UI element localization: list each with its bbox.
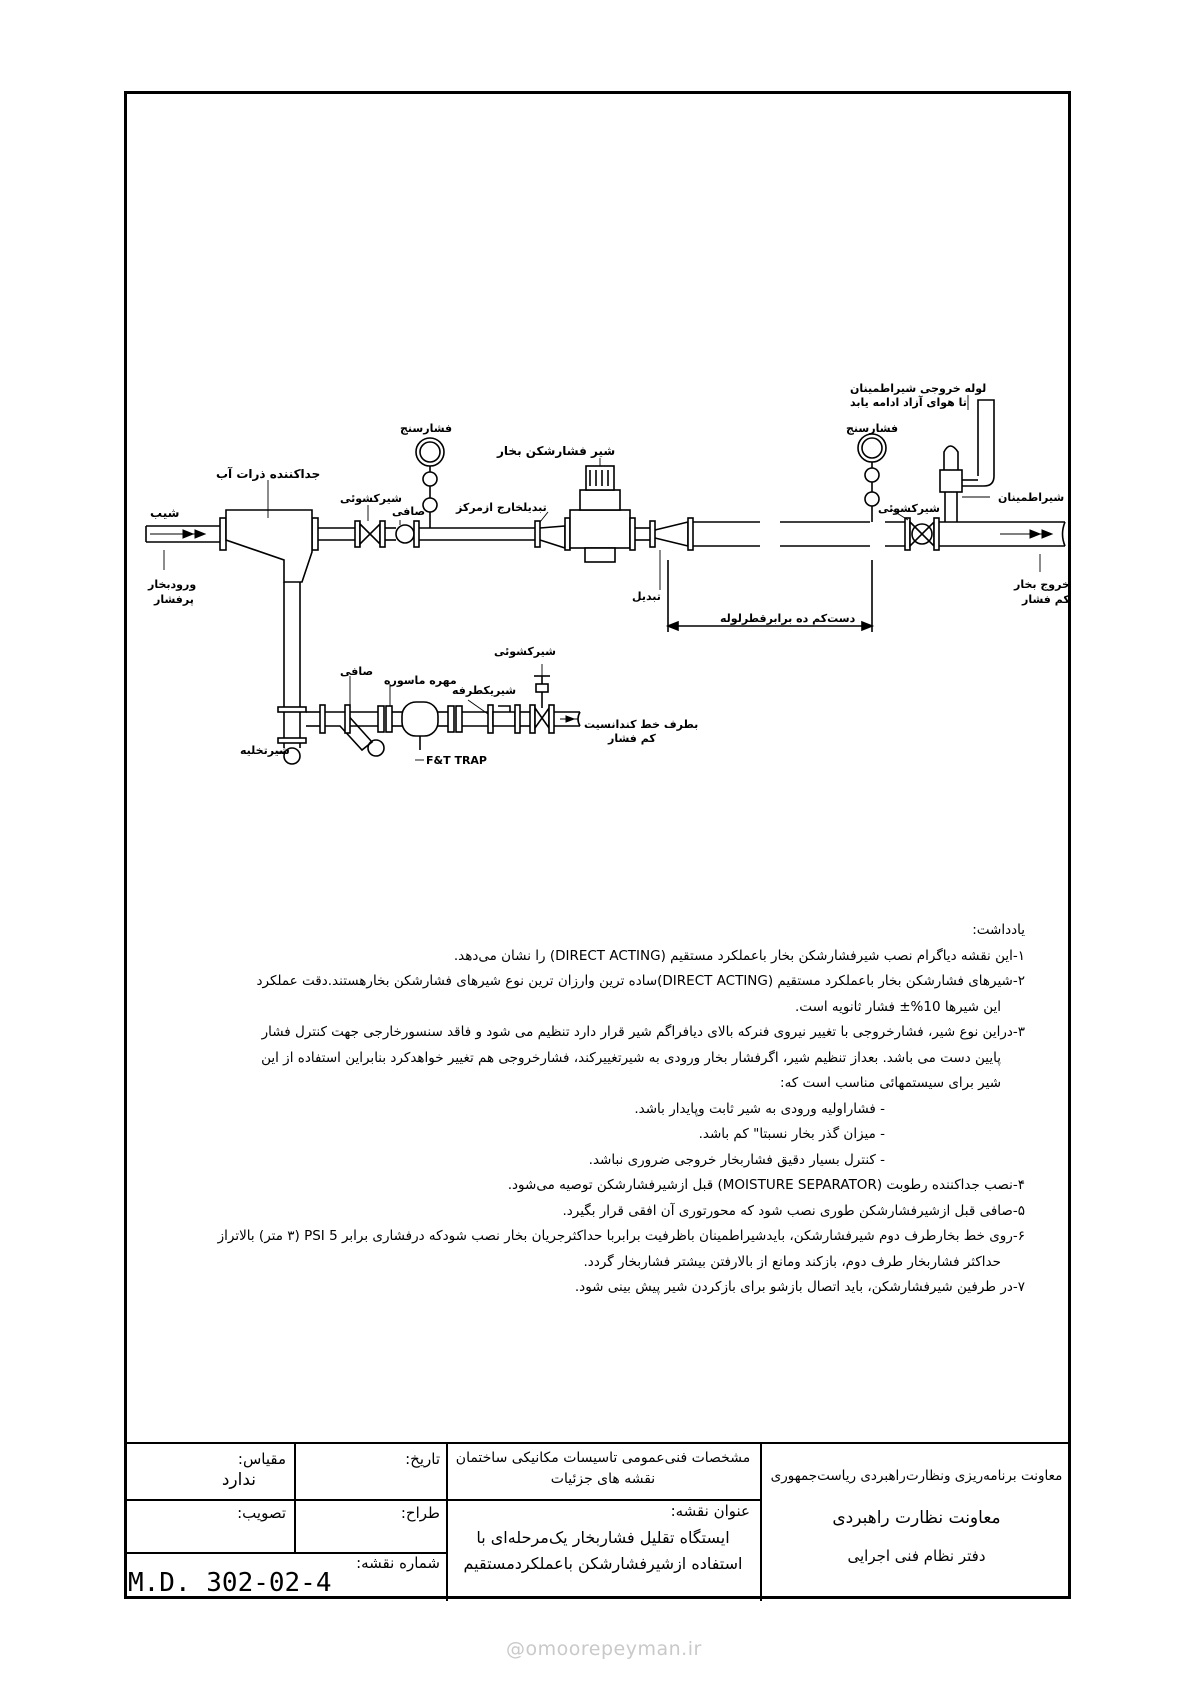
gate-valve-2-label: شیرکشوئی bbox=[878, 502, 940, 515]
outlet-label-2: کم فشار bbox=[1022, 593, 1070, 606]
gate-valve-3-label: شیرکشوئی bbox=[494, 645, 556, 658]
notes-heading: یادداشت: bbox=[972, 922, 1025, 938]
note-line: شیر برای سیستمهائی مناسب است که: bbox=[780, 1075, 1001, 1091]
notes-section bbox=[45, 918, 1025, 1301]
drawing-number: M.D. 302-02-4 bbox=[128, 1568, 332, 1598]
note-line: - کنترل بسیار دقیق فشاربخار خروجی ضروری نباشد. bbox=[588, 1151, 885, 1168]
condensate-label-1: بطرف خط کندانسیت bbox=[584, 718, 699, 731]
scale-value: ندارد bbox=[221, 1470, 256, 1490]
dimension-label: دست‌کم ده برابرقطرلوله bbox=[720, 612, 856, 625]
strainer-2-label: صافی bbox=[340, 665, 374, 678]
note-line: حداکثر فشاربخار طرف دوم، بازکند ومانع از بالارفتن بیشتر فشاربخار گردد. bbox=[583, 1253, 1001, 1270]
note-line: این شیرها 10%± فشار ثانویه است. bbox=[795, 998, 1001, 1015]
gauge-2-label: فشارسنج bbox=[846, 422, 899, 435]
gate-valve-1-label: شیرکشوئی bbox=[340, 492, 402, 505]
note-line: ۴-نصب جداکننده رطوبت (MOISTURE SEPARATOR) قبل ازشیرفشارشکن توصیه می‌شود. bbox=[507, 1177, 1025, 1193]
safety-valve-label: شیراطمینان bbox=[998, 491, 1065, 504]
outlet-label-1: خروج بخار bbox=[1014, 578, 1070, 591]
gauge-1-label: فشارسنج bbox=[400, 422, 453, 435]
date-label: تاریخ: bbox=[405, 1450, 440, 1468]
spec-line-2: نقشه های جزئیات bbox=[550, 1471, 656, 1487]
note-line: - فشاراولیه ورودی به شیر ثابت وپایدار باشد. bbox=[634, 1100, 885, 1117]
note-line: ۷-در طرفین شیرفشارشکن، باید اتصال بازشو برای بازکردن شیر پیش بینی شود. bbox=[574, 1279, 1025, 1295]
org-line-2: معاونت نظارت راهبردی bbox=[832, 1508, 1001, 1528]
note-line: - میزان گذر بخار نسبتا" کم باشد. bbox=[698, 1126, 885, 1142]
note-line: ۵-صافی قبل ازشیرفشارشکن طوری نصب شود که محورتوری آن افقی قرار بگیرد. bbox=[562, 1202, 1025, 1219]
title-block bbox=[124, 1442, 1071, 1601]
title-label: عنوان نقشه: bbox=[670, 1502, 750, 1520]
note-line: ۲-شیرهای فشارشکن بخار باعملکرد مستقیم (DIRECT ACTING)ساده ترین وارزان ترین نوع شیرهای فشارشکن بخارهستند.دقت عملکرد bbox=[256, 973, 1025, 989]
prv-label: شیر فشارشکن بخار bbox=[497, 444, 616, 458]
note-line: پایین دست می باشد. بعداز تنظیم شیر، اگرفشار بخار ورودی به شیرتغییرکند، فشارخروجی هم تغییر خواهدکرد بنابراین استفاده از این bbox=[261, 1049, 1001, 1066]
org-line-3: دفتر نظام فنی اجرایی bbox=[847, 1547, 986, 1565]
slope-label: شیب bbox=[150, 506, 180, 520]
trap-label: F&T TRAP bbox=[426, 754, 487, 767]
check-valve-label: شیریکطرفه bbox=[452, 684, 517, 697]
condensate-label-2: کم فشار bbox=[608, 732, 656, 745]
eccentric-reducer-label: تبدیلخارج ازمرکز bbox=[456, 501, 547, 514]
watermark: @omoorepeyman.ir bbox=[506, 1638, 702, 1660]
note-line: ۳-دراین نوع شیر، فشارخروجی با تغییر نیروی فنرکه بالای دیافراگم شیر قرار دارد تنظیم می شود و فاقد سنسورخارجی جهت کنترل فشار bbox=[261, 1024, 1025, 1040]
scale-label: مقیاس: bbox=[237, 1450, 286, 1468]
relief-pipe-label-1: لوله خروجی شیراطمینان bbox=[850, 382, 987, 395]
spec-line-1: مشخصات فنی‌عمومی تاسیسات مکانیکی ساختمان bbox=[455, 1450, 751, 1466]
inlet-label-2: پرفشار bbox=[154, 593, 194, 606]
org-line-1: معاونت برنامه‌ریزی ونظارت‌راهبردی ریاست‌جمهوری bbox=[770, 1468, 1063, 1484]
note-line: ۱-این نقشه دیاگرام نصب شیرفشارشکن بخار باعملکرد مستقیم (DIRECT ACTING) را نشان می‌دهد. bbox=[453, 947, 1025, 964]
title-line-1: ایستگاه تقلیل فشاربخار یک‌مرحله‌ای با bbox=[476, 1528, 730, 1547]
separator-label: جداکننده ذرات آب bbox=[216, 467, 321, 481]
drain-valve-label: شیرتخلیه bbox=[240, 744, 290, 757]
relief-pipe-label-2: تا هوای آزاد ادامه یابد bbox=[850, 396, 967, 409]
drawing-number-label: شماره نقشه: bbox=[356, 1554, 440, 1572]
title-line-2: استفاده ازشیرفشارشکن باعملکردمستقیم bbox=[463, 1554, 743, 1573]
approval-label: تصویب: bbox=[237, 1504, 286, 1522]
strainer-1-label: صافی bbox=[392, 505, 426, 518]
inlet-label-1: ورودبخار bbox=[148, 578, 197, 591]
reducer-label: تبدیل bbox=[632, 590, 661, 603]
designer-label: طراح: bbox=[400, 1504, 440, 1522]
note-line: ۶-روی خط بخارطرف دوم شیرفشارشکن، بایدشیراطمینان باظرفیت برابربا حداکثرجریان بخار نصب شودکه درفشاری برابر 5 PSI (۳ متر) بالاتراز bbox=[217, 1228, 1025, 1244]
union-label: مهره ماسوره bbox=[384, 674, 457, 687]
